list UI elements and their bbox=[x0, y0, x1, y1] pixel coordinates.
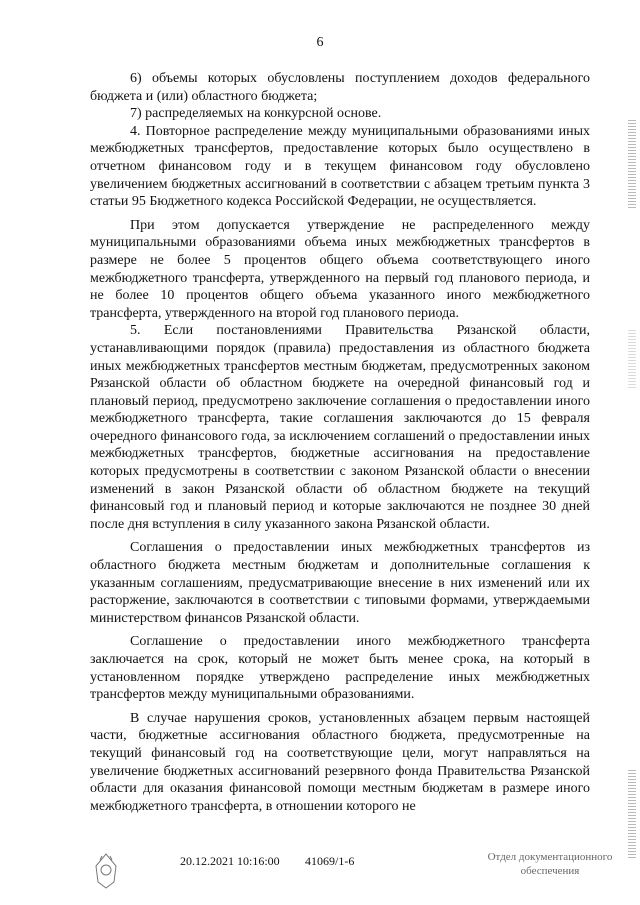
footer-document-number: 41069/1-6 bbox=[305, 854, 355, 868]
paragraph: 5. Если постановлениями Правительства Рязанской области, устанавливающими порядок (правила) предоставления из областного бюджета иных межбюджетных трансфертов местным бюджетам, предусмотренных законом Рязанской области об областном бюджете на очередной финансовый год и плановый период, предусмотрено заключение соглашения о предоставлении иного межбюджетного трансферта, такие соглашения заключаются до 15 февраля очередного финансового года, за исключением соглашений о предоставлении иных межбюджетных трансфертов, бюджетные ассигнования на предоставление которых предусмотрены в соответствии с законом Рязанской области о внесении изменений в закон Рязанской области об областном бюджете на текущий финансовый год и плановый период и которые заключаются не позднее 30 дней после дня вступления в силу указанного закона Рязанской области. bbox=[90, 323, 590, 532]
footer-datetime: 20.12.2021 10:16:00 bbox=[180, 854, 280, 868]
footer-department bbox=[485, 850, 615, 878]
document-body bbox=[90, 70, 590, 815]
footer-department-line: Отдел документационного bbox=[487, 851, 613, 863]
paragraph: При этом допускается утверждение не распределенного между муниципальными образованиями объема иных межбюджетных трансфертов в размере не более 5 процентов общего объема соответствующего иного межбюджетного трансферта, утвержденного на первый год планового периода, и не более 10 процентов общего объема указанного иного межбюджетного трансферта, утвержденного на второй год планового периода. bbox=[90, 217, 590, 321]
scan-artifact bbox=[628, 330, 636, 390]
paragraph: 7) распределяемых на конкурсной основе. bbox=[130, 106, 382, 122]
page-number: 6 bbox=[316, 35, 324, 50]
scan-artifact bbox=[628, 770, 636, 860]
coat-of-arms-icon bbox=[92, 848, 120, 892]
page-footer bbox=[0, 848, 640, 898]
paragraph: Соглашение о предоставлении иного межбюджетного трансферта заключается на срок, который не может быть менее срока, на который в установленном порядке утверждено распределение иных межбюджетных трансфертов между муниципальными образованиями. bbox=[90, 634, 590, 703]
paragraph: 6) объемы которых обусловлены поступлением доходов федерального бюджета и (или) областного бюджета; bbox=[90, 71, 590, 104]
paragraph: Соглашения о предоставлении иных межбюджетных трансфертов из областного бюджета местным бюджетам и дополнительные соглашения к указанным соглашениям, предусматривающие внесение в них изменений или их расторжение, заключаются в соответствии с типовыми формами, утверждаемыми министерством финансов Рязанской области. bbox=[90, 540, 590, 626]
scan-artifact bbox=[628, 120, 636, 210]
paragraph: В случае нарушения сроков, установленных абзацем первым настоящей части, бюджетные ассигнования областного бюджета, предусмотренные на текущий финансовый год на соответствующие цели, могут направляться на увеличение бюджетных ассигнований резервного фонда Правительства Рязанской области для оказания финансовой помощи местным бюджетам в размере иного межбюджетного трансферта, в отношении которого не bbox=[90, 710, 590, 814]
footer-department-line: обеспечения bbox=[520, 865, 580, 877]
paragraph: 4. Повторное распределение между муниципальными образованиями иных межбюджетных трансфертов, предоставление которых было осуществлено в отчетном финансовом году и в текущем финансовом году обусловлено увеличением бюджетных ассигнований в соответствии с абзацем третьим пункта 3 статьи 95 Бюджетного кодекса Российской Федерации, не осуществляется. bbox=[90, 123, 590, 210]
